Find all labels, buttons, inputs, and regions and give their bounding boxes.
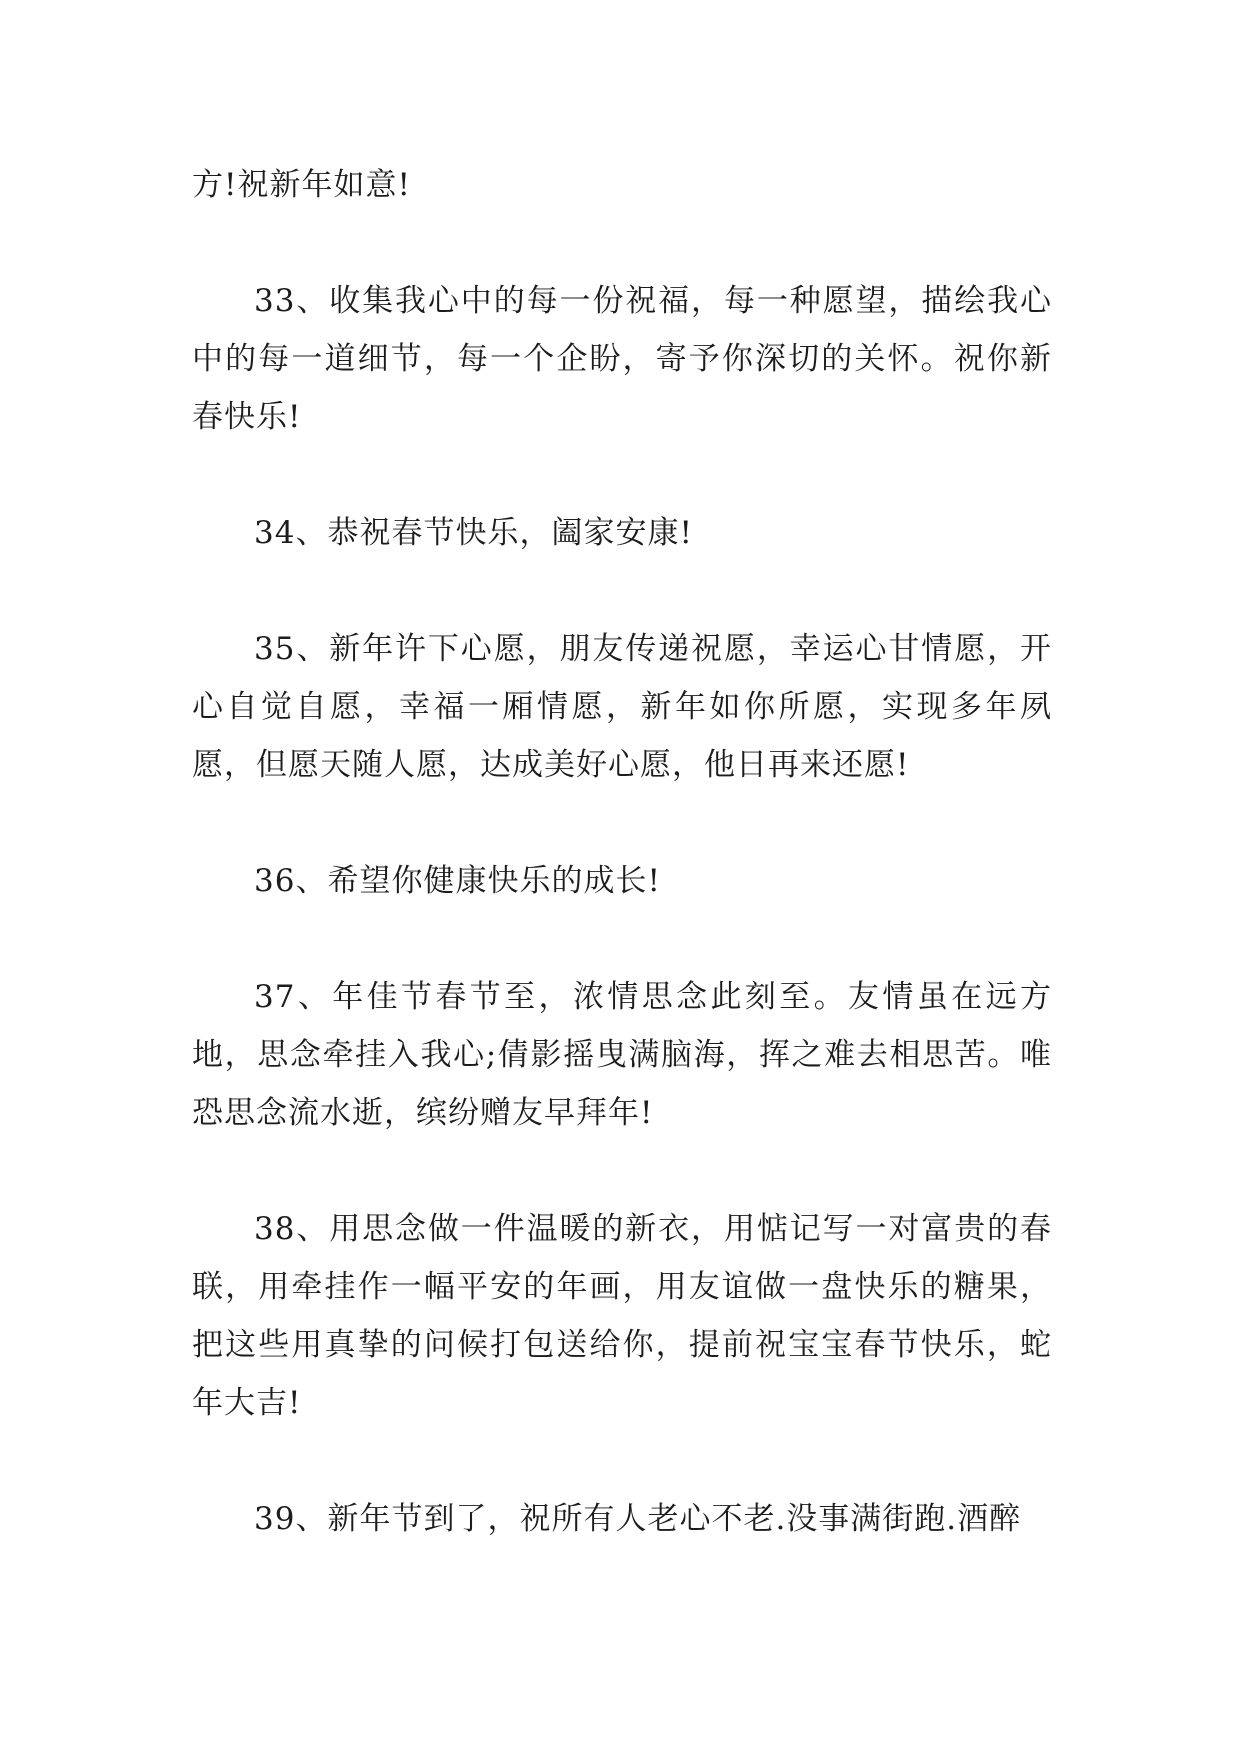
paragraph-gap [192,1432,1052,1490]
paragraph-gap [192,1142,1052,1200]
paragraph-gap [192,562,1052,620]
paragraph-gap [192,794,1052,852]
document-body [192,156,1052,1548]
paragraph-36: 36、希望你健康快乐的成长! [254,863,661,899]
paragraph-39: 39、新年节到了，祝所有人老心不老.没事满街跑.酒醉 [254,1501,1022,1537]
paragraph-37: 37、年佳节春节至，浓情思念此刻至。友情虽在远方地，思念牵挂入我心;倩影摇曳满脑海，挥之难去相思苦。唯恐思念流水逝，缤纷赠友早拜年! [192,979,1052,1131]
paragraph-gap [192,446,1052,504]
paragraph-33: 33、收集我心中的每一份祝福，每一种愿望，描绘我心中的每一道细节，每一个企盼，寄予你深切的关怀。祝你新春快乐! [192,283,1052,435]
paragraph-34: 34、恭祝春节快乐，阖家安康! [254,515,693,551]
paragraph-gap [192,910,1052,968]
paragraph-38: 38、用思念做一件温暖的新衣，用惦记写一对富贵的春联，用牵挂作一幅平安的年画，用友谊做一盘快乐的糖果，把这些用真挚的问候打包送给你，提前祝宝宝春节快乐，蛇年大吉! [192,1211,1052,1421]
paragraph-35: 35、新年许下心愿，朋友传递祝愿，幸运心甘情愿，开心自觉自愿，幸福一厢情愿，新年如你所愿，实现多年夙愿，但愿天随人愿，达成美好心愿，他日再来还愿! [192,631,1052,783]
paragraph-32-continuation: 方!祝新年如意! [192,167,411,203]
paragraph-gap [192,214,1052,272]
